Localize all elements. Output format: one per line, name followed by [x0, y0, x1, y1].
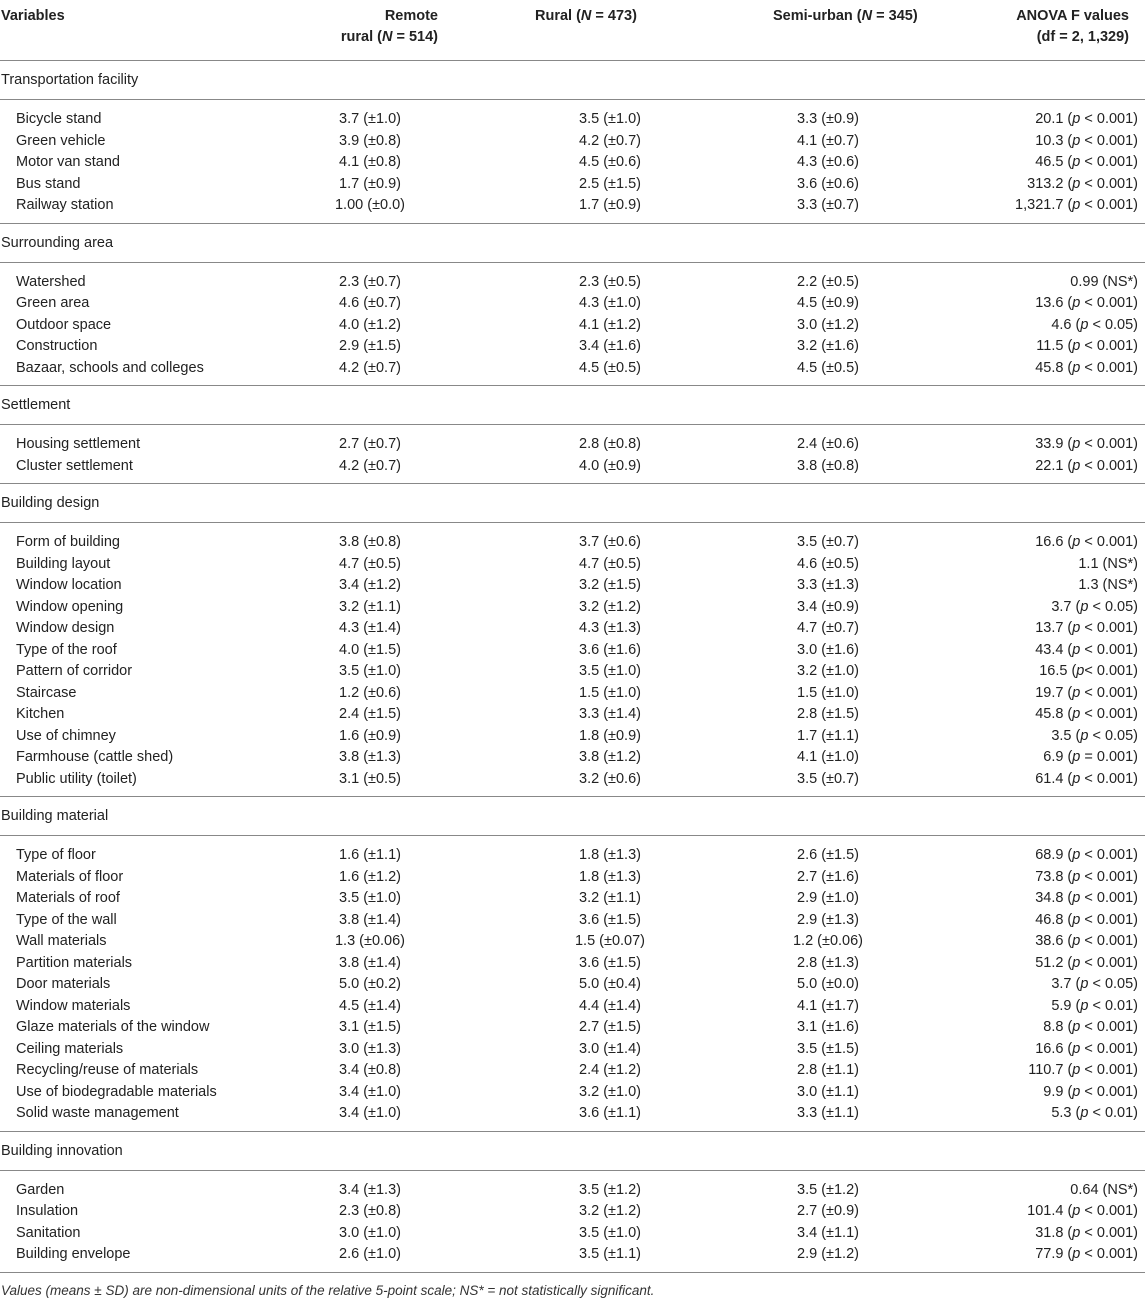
semi-urban-cell: 3.2 (±1.6): [797, 338, 859, 354]
anova-cell: 1,321.7 (p < 0.001): [954, 195, 1145, 223]
remote-rural-cell: 2.9 (±1.5): [339, 338, 401, 354]
variable-cell: Bus stand: [16, 175, 81, 192]
rural-cell: 4.5 (±0.6): [579, 154, 641, 170]
semi-urban-cell: 3.0 (±1.6): [797, 641, 859, 658]
variable-cell: Public utility (toilet): [0, 769, 266, 797]
remote-rural-cell: 2.6 (±1.0): [266, 1244, 508, 1272]
rural-cell: 3.5 (±1.0): [579, 1224, 641, 1241]
variable-cell: Building layout: [16, 555, 111, 572]
anova-cell: 33.9 (p < 0.001): [1035, 436, 1138, 452]
remote-rural-cell: 3.8 (±1.4): [339, 954, 401, 971]
rural-cell: 4.3 (±1.0): [579, 295, 641, 311]
rural-cell: 3.0 (±1.4): [579, 1040, 641, 1057]
rural-cell: 3.6 (±1.5): [579, 954, 641, 971]
anova-cell: 1.1 (NS*): [1078, 555, 1138, 572]
table-row: [0, 523, 1145, 554]
semi-urban-cell: 3.4 (±1.1): [797, 1224, 859, 1241]
remote-rural-cell: 1.6 (±1.2): [339, 868, 401, 885]
semi-urban-cell: 2.7 (±0.9): [797, 1203, 859, 1219]
section-group: [0, 61, 1145, 224]
table-row: [0, 867, 1145, 889]
rural-cell: 1.7 (±0.9): [508, 195, 720, 223]
rural-cell: 1.8 (±0.9): [579, 727, 641, 744]
anova-cell: 31.8 (p < 0.001): [1035, 1224, 1138, 1241]
section-group: [0, 1131, 1145, 1272]
variable-cell: Sanitation: [16, 1224, 81, 1241]
table-row: [0, 575, 1145, 597]
variable-cell: Window materials: [16, 997, 131, 1014]
anova-cell: 3.7 (p < 0.05): [1051, 976, 1138, 992]
rural-cell: 4.2 (±0.7): [579, 132, 641, 149]
semi-urban-cell: 2.8 (±1.5): [797, 706, 859, 722]
anova-cell: 3.5 (p < 0.05): [1051, 727, 1138, 744]
rural-cell: 4.0 (±0.9): [508, 456, 720, 484]
variable-cell: Materials of floor: [16, 868, 124, 885]
anova-cell: 101.4 (p < 0.001): [1027, 1203, 1138, 1219]
semi-urban-cell: 1.2 (±0.06): [792, 933, 864, 949]
semi-urban-cell: 3.6 (±0.6): [797, 175, 859, 192]
rural-cell: 3.5 (±1.1): [508, 1244, 720, 1272]
table-row: [0, 640, 1145, 662]
table-row: [0, 100, 1145, 131]
rural-cell: 4.7 (±0.5): [579, 555, 641, 572]
remote-rural-cell: 3.8 (±1.3): [339, 749, 401, 765]
semi-urban-cell: 3.0 (±1.1): [797, 1083, 859, 1100]
anova-cell: 38.6 (p < 0.001): [1035, 933, 1138, 949]
variable-cell: Recycling/reuse of materials: [16, 1062, 199, 1078]
remote-rural-cell: 3.4 (±1.2): [339, 577, 401, 593]
anova-cell: 43.4 (p < 0.001): [1035, 641, 1138, 658]
variable-cell: Watershed: [16, 273, 86, 290]
remote-rural-cell: 3.9 (±0.8): [339, 132, 401, 149]
rural-cell: 3.2 (±0.6): [508, 769, 720, 797]
semi-urban-cell: 2.9 (±1.0): [797, 890, 859, 906]
table-row: [0, 888, 1145, 910]
remote-rural-cell: 3.7 (±1.0): [339, 111, 401, 127]
remote-rural-cell: 1.6 (±0.9): [339, 727, 401, 744]
table-row: [0, 554, 1145, 576]
semi-urban-cell: 3.5 (±0.7): [797, 534, 859, 550]
rural-cell: 3.2 (±1.2): [579, 1203, 641, 1219]
semi-urban-cell: 2.9 (±1.3): [797, 911, 859, 928]
header-semi-urban: Semi-urban (N = 345): [720, 0, 954, 61]
table-row: [0, 425, 1145, 456]
rural-cell: 3.8 (±1.2): [579, 749, 641, 765]
rural-cell: 1.8 (±1.3): [579, 847, 641, 863]
rural-cell: 2.5 (±1.5): [579, 175, 641, 192]
table-row: [0, 1103, 1145, 1131]
anova-cell: 0.99 (NS*): [1070, 273, 1138, 290]
table-row: [0, 1170, 1145, 1201]
table-row: [0, 1039, 1145, 1061]
remote-rural-cell: 3.1 (±0.5): [266, 769, 508, 797]
semi-urban-cell: 1.5 (±1.0): [797, 684, 859, 701]
semi-urban-cell: 2.7 (±1.6): [797, 868, 859, 885]
semi-urban-cell: 3.4 (±0.9): [797, 598, 859, 615]
remote-rural-cell: 4.3 (±1.4): [339, 620, 401, 636]
variable-cell: Garden: [16, 1181, 65, 1198]
remote-rural-cell: 5.0 (±0.2): [339, 976, 401, 992]
variable-cell: Insulation: [16, 1203, 79, 1219]
variable-cell: Ceiling materials: [16, 1040, 124, 1057]
variable-cell: Green area: [16, 295, 90, 311]
remote-rural-cell: 4.6 (±0.7): [339, 295, 401, 311]
variable-cell: Construction: [16, 338, 98, 354]
semi-urban-cell: 3.2 (±1.0): [797, 663, 859, 679]
section-group: [0, 386, 1145, 484]
rural-cell: 3.6 (±1.1): [508, 1103, 720, 1131]
rural-cell: 4.3 (±1.3): [579, 620, 641, 636]
anova-cell: 110.7 (p < 0.001): [1028, 1062, 1138, 1078]
anova-cell: 8.8 (p < 0.001): [1043, 1019, 1138, 1035]
semi-urban-cell: 3.3 (±0.7): [720, 195, 954, 223]
table-row: [0, 683, 1145, 705]
rural-cell: 1.8 (±1.3): [579, 868, 641, 885]
table-row: [0, 769, 1145, 797]
section-group: [0, 484, 1145, 797]
remote-rural-cell: 3.1 (±1.5): [339, 1019, 401, 1035]
section-header-row: [0, 484, 1145, 523]
rural-cell: 2.3 (±0.5): [579, 273, 641, 290]
variable-cell: Type of floor: [16, 847, 96, 863]
anova-cell: 20.1 (p < 0.001): [1035, 111, 1138, 127]
semi-urban-cell: 2.9 (±1.2): [720, 1244, 954, 1272]
semi-urban-cell: 4.6 (±0.5): [797, 555, 859, 572]
section-title: Building innovation: [0, 1131, 1145, 1170]
semi-urban-cell: 3.5 (±0.7): [720, 769, 954, 797]
header-remote-rural: Remote rural (N = 514): [266, 0, 508, 61]
variable-cell: Motor van stand: [16, 154, 120, 170]
semi-urban-cell: 4.7 (±0.7): [797, 620, 859, 636]
table-row: [0, 661, 1145, 683]
table-row: [0, 456, 1145, 484]
remote-rural-cell: 4.1 (±0.8): [339, 154, 401, 170]
rural-cell: 3.7 (±0.6): [579, 534, 641, 550]
table-row: [0, 358, 1145, 386]
rural-cell: 3.6 (±1.5): [579, 911, 641, 928]
rural-cell: 3.2 (±1.0): [579, 1083, 641, 1100]
section-header-row: [0, 386, 1145, 425]
remote-rural-cell: 3.0 (±1.3): [339, 1040, 401, 1057]
variable-cell: Railway station: [0, 195, 266, 223]
anova-cell: 51.2 (p < 0.001): [1035, 954, 1138, 971]
anova-cell: 45.8 (p < 0.001): [954, 358, 1145, 386]
rural-cell: 4.1 (±1.2): [579, 316, 641, 333]
rural-cell: 2.7 (±1.5): [579, 1019, 641, 1035]
variable-cell: Type of the wall: [16, 911, 117, 928]
table-row: [0, 1017, 1145, 1039]
anova-cell: 9.9 (p < 0.001): [1043, 1083, 1138, 1100]
variable-cell: Type of the roof: [16, 641, 117, 658]
semi-urban-cell: 4.1 (±1.7): [797, 997, 859, 1014]
remote-rural-cell: 3.4 (±0.8): [339, 1062, 401, 1078]
table-row: [0, 974, 1145, 996]
table-row: [0, 1060, 1145, 1082]
rural-cell: 3.3 (±1.4): [579, 706, 641, 722]
rural-cell: 3.2 (±1.5): [579, 577, 641, 593]
variable-cell: Pattern of corridor: [16, 663, 133, 679]
rural-cell: 3.6 (±1.6): [579, 641, 641, 658]
rural-cell: 3.5 (±1.0): [579, 663, 641, 679]
anova-cell: 5.3 (p < 0.01): [954, 1103, 1145, 1131]
table-row: [0, 174, 1145, 196]
semi-urban-cell: 5.0 (±0.0): [797, 976, 859, 992]
table-row: [0, 195, 1145, 223]
remote-rural-cell: 4.2 (±0.7): [266, 456, 508, 484]
remote-rural-cell: 3.4 (±1.0): [339, 1083, 401, 1100]
anova-cell: 45.8 (p < 0.001): [1035, 706, 1138, 722]
anova-cell: 46.8 (p < 0.001): [1035, 911, 1138, 928]
anova-cell: 13.6 (p < 0.001): [1035, 295, 1138, 311]
table-row: [0, 931, 1145, 953]
variable-cell: Use of chimney: [16, 727, 116, 744]
anova-cell: 4.6 (p < 0.05): [1051, 316, 1138, 333]
semi-urban-cell: 4.1 (±1.0): [797, 749, 859, 765]
semi-urban-cell: 3.8 (±0.8): [720, 456, 954, 484]
anova-cell: 3.7 (p < 0.05): [1051, 598, 1138, 615]
section-header-row: [0, 61, 1145, 100]
remote-rural-cell: 3.5 (±1.0): [339, 663, 401, 679]
anova-cell: 68.9 (p < 0.001): [1035, 847, 1138, 863]
anova-cell: 19.7 (p < 0.001): [1035, 684, 1138, 701]
rural-cell: 3.2 (±1.1): [579, 890, 641, 906]
semi-urban-cell: 1.7 (±1.1): [797, 727, 859, 744]
remote-rural-cell: 4.5 (±1.4): [339, 997, 401, 1014]
table-row: [0, 131, 1145, 153]
anova-cell: 73.8 (p < 0.001): [1035, 868, 1138, 885]
table-row: [0, 262, 1145, 293]
remote-rural-cell: 3.4 (±1.0): [266, 1103, 508, 1131]
anova-cell: 16.6 (p < 0.001): [1035, 534, 1138, 550]
table-row: [0, 315, 1145, 337]
remote-rural-cell: 2.3 (±0.8): [339, 1203, 401, 1219]
anova-cell: 61.4 (p < 0.001): [954, 769, 1145, 797]
rural-cell: 5.0 (±0.4): [579, 976, 641, 992]
variable-cell: Housing settlement: [16, 436, 141, 452]
table-row: [0, 293, 1145, 315]
semi-urban-cell: 2.8 (±1.1): [797, 1062, 859, 1078]
anova-cell: 10.3 (p < 0.001): [1035, 132, 1138, 149]
section-title: Building material: [0, 797, 1145, 836]
remote-rural-cell: 3.0 (±1.0): [339, 1224, 401, 1241]
variable-cell: Glaze materials of the window: [16, 1019, 210, 1035]
rural-cell: 3.5 (±1.2): [579, 1181, 641, 1198]
anova-cell: 6.9 (p = 0.001): [1043, 749, 1138, 765]
section-title: Building design: [0, 484, 1145, 523]
semi-urban-cell: 3.5 (±1.2): [797, 1181, 859, 1198]
header-anova: ANOVA F values (df = 2, 1,329): [954, 0, 1145, 61]
remote-rural-cell: 3.8 (±0.8): [339, 534, 401, 550]
section-title: Settlement: [0, 386, 1145, 425]
semi-urban-cell: 2.8 (±1.3): [797, 954, 859, 971]
remote-rural-cell: 1.2 (±0.6): [339, 684, 401, 701]
table-row: [0, 747, 1145, 769]
table-row: [0, 618, 1145, 640]
table-row: [0, 704, 1145, 726]
rural-cell: 4.5 (±0.5): [508, 358, 720, 386]
semi-urban-cell: 4.1 (±0.7): [797, 132, 859, 149]
section-header-row: [0, 797, 1145, 836]
table-row: [0, 1082, 1145, 1104]
table-header: [0, 0, 1145, 61]
remote-rural-cell: 2.7 (±0.7): [339, 436, 401, 452]
variable-cell: Solid waste management: [0, 1103, 266, 1131]
anova-cell: 16.6 (p < 0.001): [1035, 1040, 1138, 1057]
table-row: [0, 152, 1145, 174]
anova-cell: 34.8 (p < 0.001): [1035, 890, 1138, 906]
variable-cell: Materials of roof: [16, 890, 120, 906]
anova-cell: 77.9 (p < 0.001): [954, 1244, 1145, 1272]
header-rural: Rural (N = 473): [508, 0, 720, 61]
variable-cell: Wall materials: [16, 933, 107, 949]
rural-cell: 2.8 (±0.8): [579, 436, 641, 452]
anova-cell: 11.5 (p < 0.001): [1036, 338, 1138, 354]
remote-rural-cell: 2.4 (±1.5): [339, 706, 401, 722]
semi-urban-cell: 2.6 (±1.5): [797, 847, 859, 863]
variable-cell: Bazaar, schools and colleges: [0, 358, 266, 386]
remote-rural-cell: 3.5 (±1.0): [339, 890, 401, 906]
variable-cell: Farmhouse (cattle shed): [16, 749, 174, 765]
semi-urban-cell: 3.5 (±1.5): [797, 1040, 859, 1057]
variable-cell: Door materials: [16, 976, 111, 992]
anova-cell: 5.9 (p < 0.01): [1051, 997, 1138, 1014]
table-footnote: Values (means ± SD) are non-dimensional units of the relative 5-point scale; NS* = not statistically significant.: [1, 1282, 655, 1298]
table-row: [0, 1244, 1145, 1272]
table-row: [0, 996, 1145, 1018]
variable-cell: Use of biodegradable materials: [16, 1083, 217, 1100]
remote-rural-cell: 2.3 (±0.7): [339, 273, 401, 290]
variable-cell: Outdoor space: [16, 316, 112, 333]
rural-cell: 3.2 (±1.2): [579, 598, 641, 615]
rural-cell: 1.5 (±1.0): [579, 684, 641, 701]
remote-rural-cell: 3.8 (±1.4): [339, 911, 401, 928]
section-title: Transportation facility: [0, 61, 1145, 100]
remote-rural-cell: 3.2 (±1.1): [339, 598, 401, 615]
table-row: [0, 336, 1145, 358]
variable-cell: Building envelope: [0, 1244, 266, 1272]
semi-urban-cell: 4.3 (±0.6): [797, 154, 859, 170]
remote-rural-cell: 4.7 (±0.5): [339, 555, 401, 572]
section-title: Surrounding area: [0, 223, 1145, 262]
section-group: [0, 797, 1145, 1132]
anova-cell: 16.5 (p< 0.001): [1039, 663, 1138, 679]
remote-rural-cell: 1.3 (±0.06): [334, 933, 406, 949]
semi-urban-cell: 3.0 (±1.2): [797, 316, 859, 333]
anova-cell: 46.5 (p < 0.001): [1035, 154, 1138, 170]
table-row: [0, 1223, 1145, 1245]
semi-urban-cell: 2.4 (±0.6): [797, 436, 859, 452]
remote-rural-cell: 3.4 (±1.3): [339, 1181, 401, 1198]
semi-urban-cell: 3.3 (±0.9): [797, 111, 859, 127]
semi-urban-cell: 4.5 (±0.9): [797, 295, 859, 311]
semi-urban-cell: 3.3 (±1.3): [797, 577, 859, 593]
variable-cell: Staircase: [16, 684, 77, 701]
rural-cell: 4.4 (±1.4): [579, 997, 641, 1014]
header-variables: Variables: [0, 0, 266, 61]
variable-cell: Partition materials: [16, 954, 133, 971]
remote-rural-cell: 1.6 (±1.1): [339, 847, 401, 863]
variable-cell: Green vehicle: [16, 132, 106, 149]
rural-cell: 3.4 (±1.6): [579, 338, 641, 354]
table-row: [0, 953, 1145, 975]
semi-urban-cell: 2.2 (±0.5): [797, 273, 859, 290]
anova-cell: 313.2 (p < 0.001): [1027, 175, 1138, 192]
table-row: [0, 597, 1145, 619]
semi-urban-cell: 3.1 (±1.6): [797, 1019, 859, 1035]
rural-cell: 2.4 (±1.2): [579, 1062, 641, 1078]
variable-cell: Window design: [16, 620, 115, 636]
anova-cell: 22.1 (p < 0.001): [954, 456, 1145, 484]
rural-cell: 1.5 (±0.07): [574, 933, 646, 949]
variable-cell: Bicycle stand: [16, 111, 102, 127]
table-row: [0, 910, 1145, 932]
rural-cell: 3.5 (±1.0): [579, 111, 641, 127]
anova-cell: 0.64 (NS*): [1070, 1181, 1138, 1198]
semi-urban-cell: 3.3 (±1.1): [720, 1103, 954, 1131]
anova-cell: 13.7 (p < 0.001): [1035, 620, 1138, 636]
remote-rural-cell: 1.00 (±0.0): [266, 195, 508, 223]
section-group: [0, 223, 1145, 386]
variable-cell: Cluster settlement: [0, 456, 266, 484]
variable-cell: Kitchen: [16, 706, 65, 722]
remote-rural-cell: 1.7 (±0.9): [339, 175, 401, 192]
anova-cell: 1.3 (NS*): [1078, 577, 1138, 593]
remote-rural-cell: 4.0 (±1.5): [339, 641, 401, 658]
semi-urban-cell: 4.5 (±0.5): [720, 358, 954, 386]
variable-cell: Form of building: [16, 534, 120, 550]
table-row: [0, 836, 1145, 867]
section-header-row: [0, 223, 1145, 262]
section-header-row: [0, 1131, 1145, 1170]
remote-rural-cell: 4.2 (±0.7): [266, 358, 508, 386]
variable-cell: Window location: [16, 577, 122, 593]
table-row: [0, 1201, 1145, 1223]
variable-cell: Window opening: [16, 598, 124, 615]
table-row: [0, 726, 1145, 748]
remote-rural-cell: 4.0 (±1.2): [339, 316, 401, 333]
